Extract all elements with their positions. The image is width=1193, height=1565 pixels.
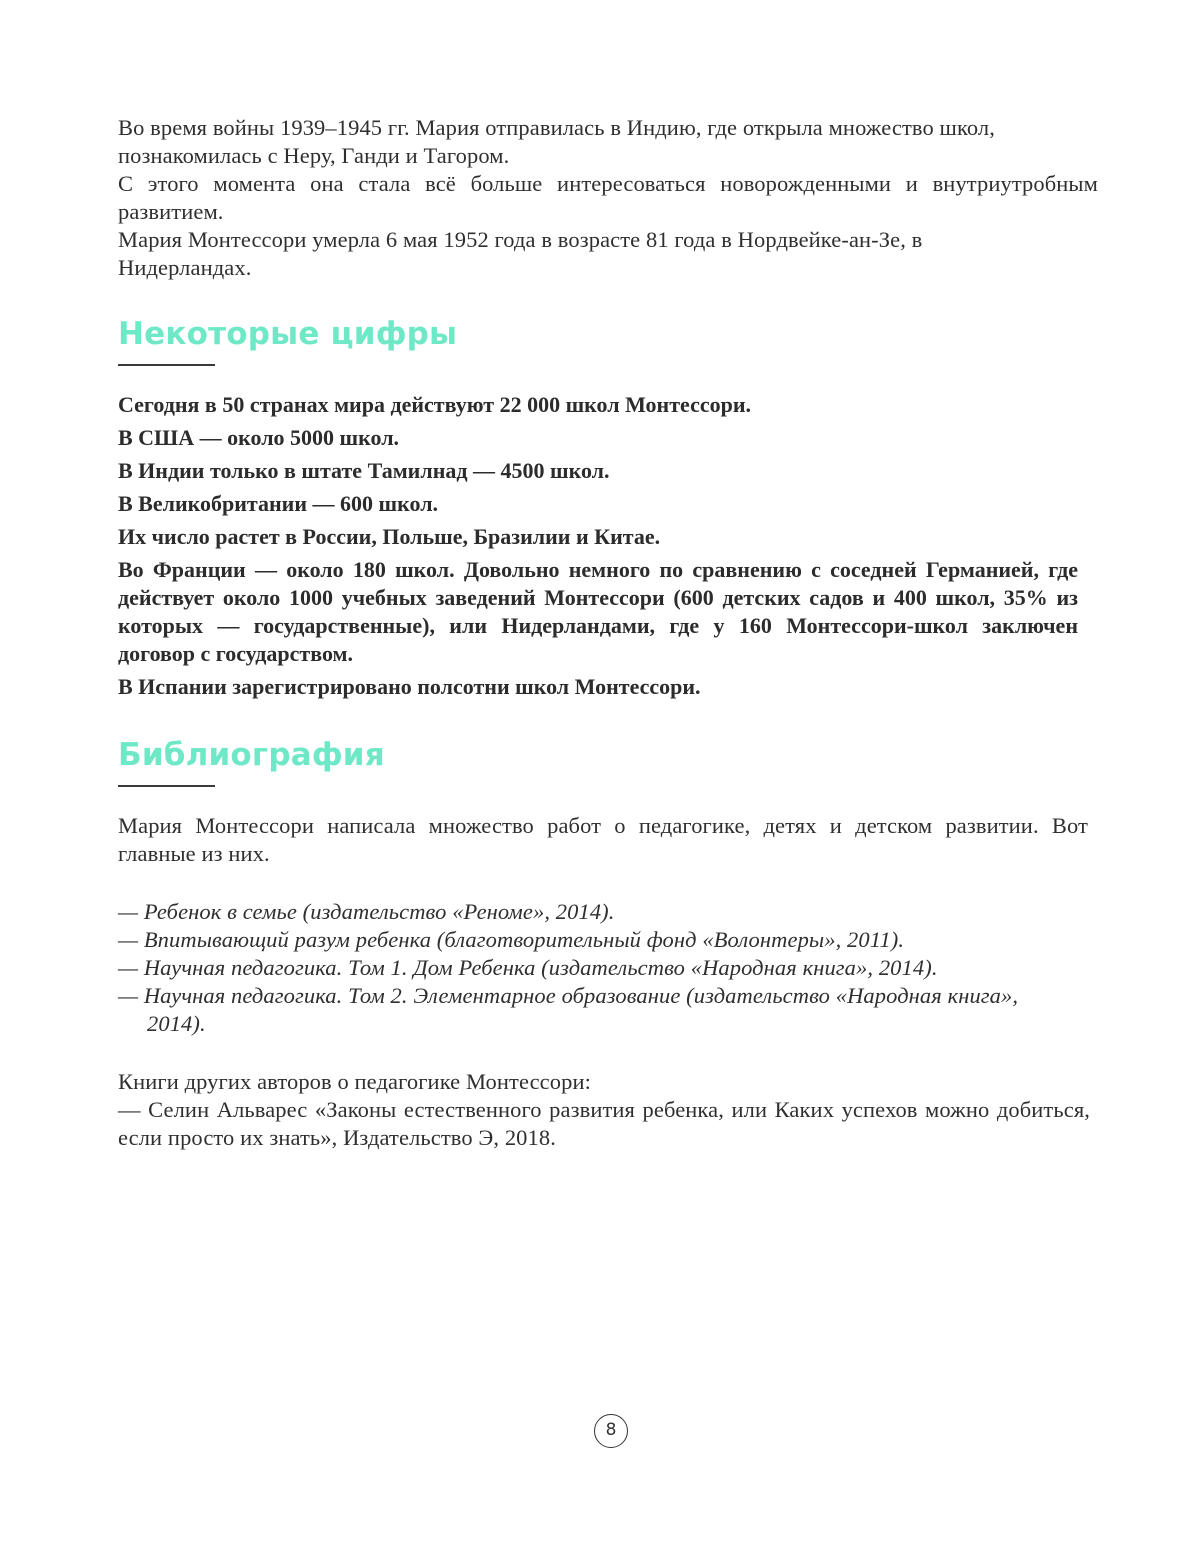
intro-paragraph-war — [118, 114, 1053, 170]
figures-item: В Великобритании — 600 школ. — [118, 491, 439, 516]
other-authors-title: Книги других авторов о педагогике Монтессори: — [118, 1069, 591, 1094]
intro-paragraph-death — [118, 226, 1038, 282]
section-heading-bibliography: Библиография — [118, 737, 385, 773]
intro-paragraph-interest — [118, 170, 1098, 226]
figures-item: В Испании зарегистрировано полсотни школ Монтессори. — [118, 674, 701, 699]
heading-underline-bibliography — [118, 785, 215, 787]
page-number-badge: 8 — [594, 1414, 628, 1448]
works-item: — Впитывающий разум ребенка (благотворительный фонд «Волонтеры», 2011). — [118, 927, 905, 952]
figures-item: В Индии только в штате Тамилнад — 4500 школ. — [118, 458, 610, 483]
figures-item: Их число растет в России, Польше, Бразилии и Китае. — [118, 524, 661, 549]
works-list — [118, 898, 1048, 1038]
figures-item: В США — около 5000 школ. — [118, 425, 400, 450]
works-item: — Ребенок в семье (издательство «Реноме», 2014). — [118, 899, 615, 924]
other-authors-item: — Селин Альварес «Законы естественного развития ребенка, или Каких успехов можно добиться, если просто их знать», Издательство Э, 2018. — [118, 1097, 1090, 1150]
page-content — [118, 114, 1098, 1152]
works-item: — Научная педагогика. Том 2. Элементарное образование (издательство «Народная книга», 2014). — [118, 983, 1019, 1036]
intro-text-interest: С этого момента она стала всё больше интересоваться новорожденными и внутриутробным развитием. — [118, 171, 1098, 224]
works-item: — Научная педагогика. Том 1. Дом Ребенка (издательство «Народная книга», 2014). — [118, 955, 938, 980]
section-heading-figures: Некоторые цифры — [118, 316, 458, 352]
figures-item: Во Франции — около 180 школ. Довольно немного по сравнению с соседней Германией, где действует около 1000 учебных заведений Монтессори (600 детских садов и 400 школ, 35% из которых — государственные), или Нидерландами, где у 160 Монтессори-школ заключен договор с государством. — [118, 557, 1078, 666]
bibliography-intro: Мария Монтессори написала множество работ о педагогике, детях и детском развитии. Вот главные из них. — [118, 813, 1088, 866]
figures-item: Сегодня в 50 странах мира действуют 22 000 школ Монтессори. — [118, 392, 752, 417]
intro-text-war: Во время войны 1939–1945 гг. Мария отправилась в Индию, где открыла множество школ, познакомилась с Неру, Ганди и Тагором. — [118, 115, 995, 168]
figures-list — [118, 391, 1093, 701]
intro-text-death: Мария Монтессори умерла 6 мая 1952 года в возрасте 81 года в Нордвейке-ан-Зе, в Нидерландах. — [118, 227, 923, 280]
heading-underline-figures — [118, 364, 215, 366]
